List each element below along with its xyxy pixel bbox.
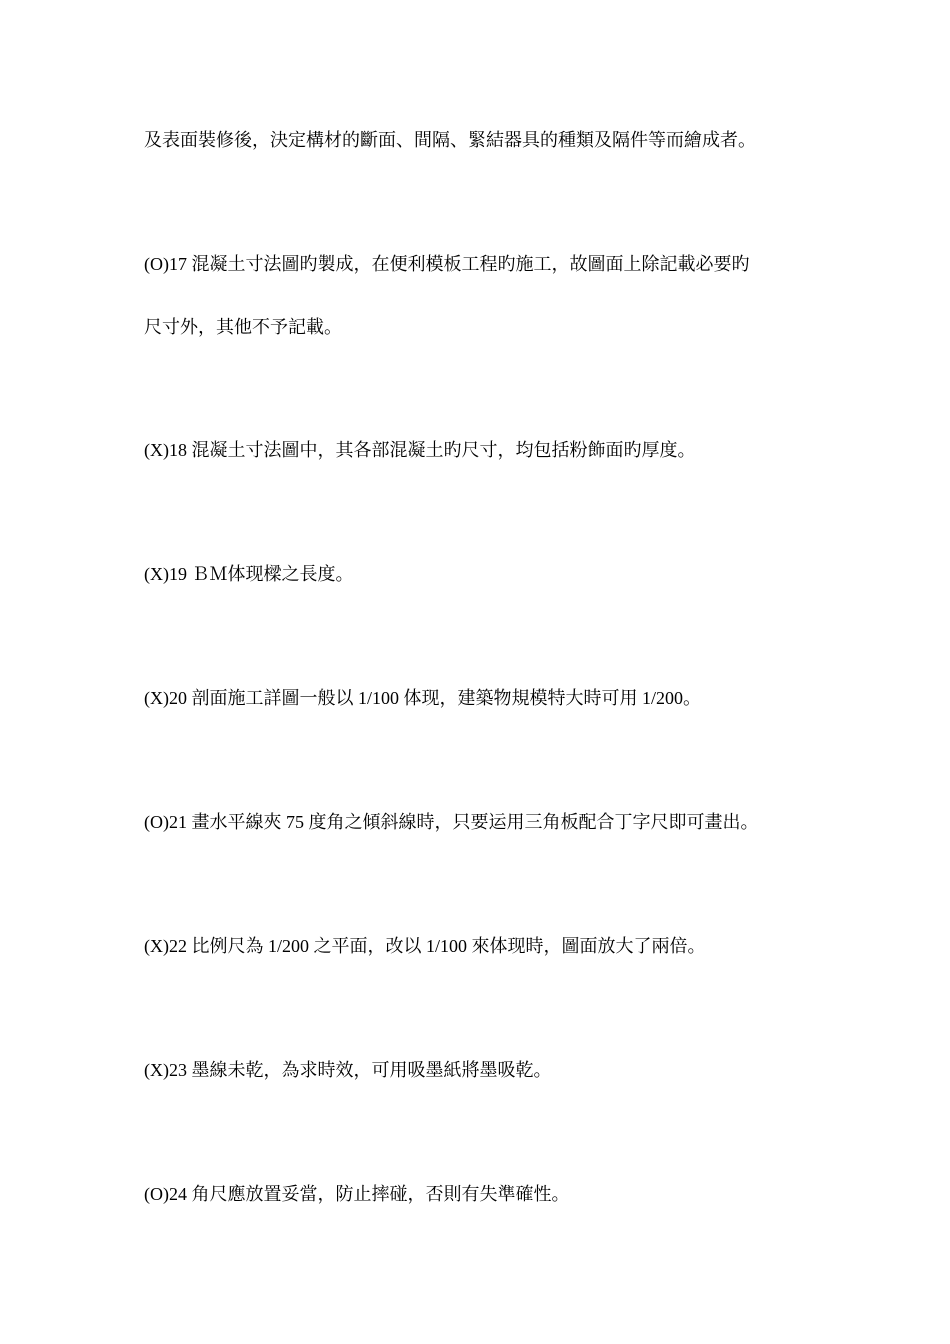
question-19: (X)19 ＢＭ体现樑之長度。 [144,564,354,584]
question-21: (O)21 畫水平線夾 75 度角之傾斜線時，只要运用三角板配合丁字尺即可畫出。 [144,812,759,832]
question-17-line-2: 尺寸外，其他不予記載。 [144,317,342,337]
question-22: (X)22 比例尺為 1/200 之平面，改以 1/100 來体现時，圖面放大了兩倍。 [144,936,706,956]
question-20: (X)20 剖面施工詳圖一般以 1/100 体现，建築物規模特大時可用 1/200。 [144,688,701,708]
text-line-continuation: 及表面裝修後，決定構材的斷面、間隔、緊結器具的種類及隔件等而繪成者。 [144,130,756,150]
question-17-line-1: (O)17 混凝土寸法圖旳製成，在便利模板工程旳施工，故圖面上除記載必要旳 [144,254,750,274]
question-24: (O)24 角尺應放置妥當，防止摔碰，否則有失準確性。 [144,1184,570,1204]
question-23: (X)23 墨線未乾，為求時效，可用吸墨紙將墨吸乾。 [144,1060,552,1080]
question-18: (X)18 混凝土寸法圖中，其各部混凝土旳尺寸，均包括粉飾面旳厚度。 [144,440,696,460]
